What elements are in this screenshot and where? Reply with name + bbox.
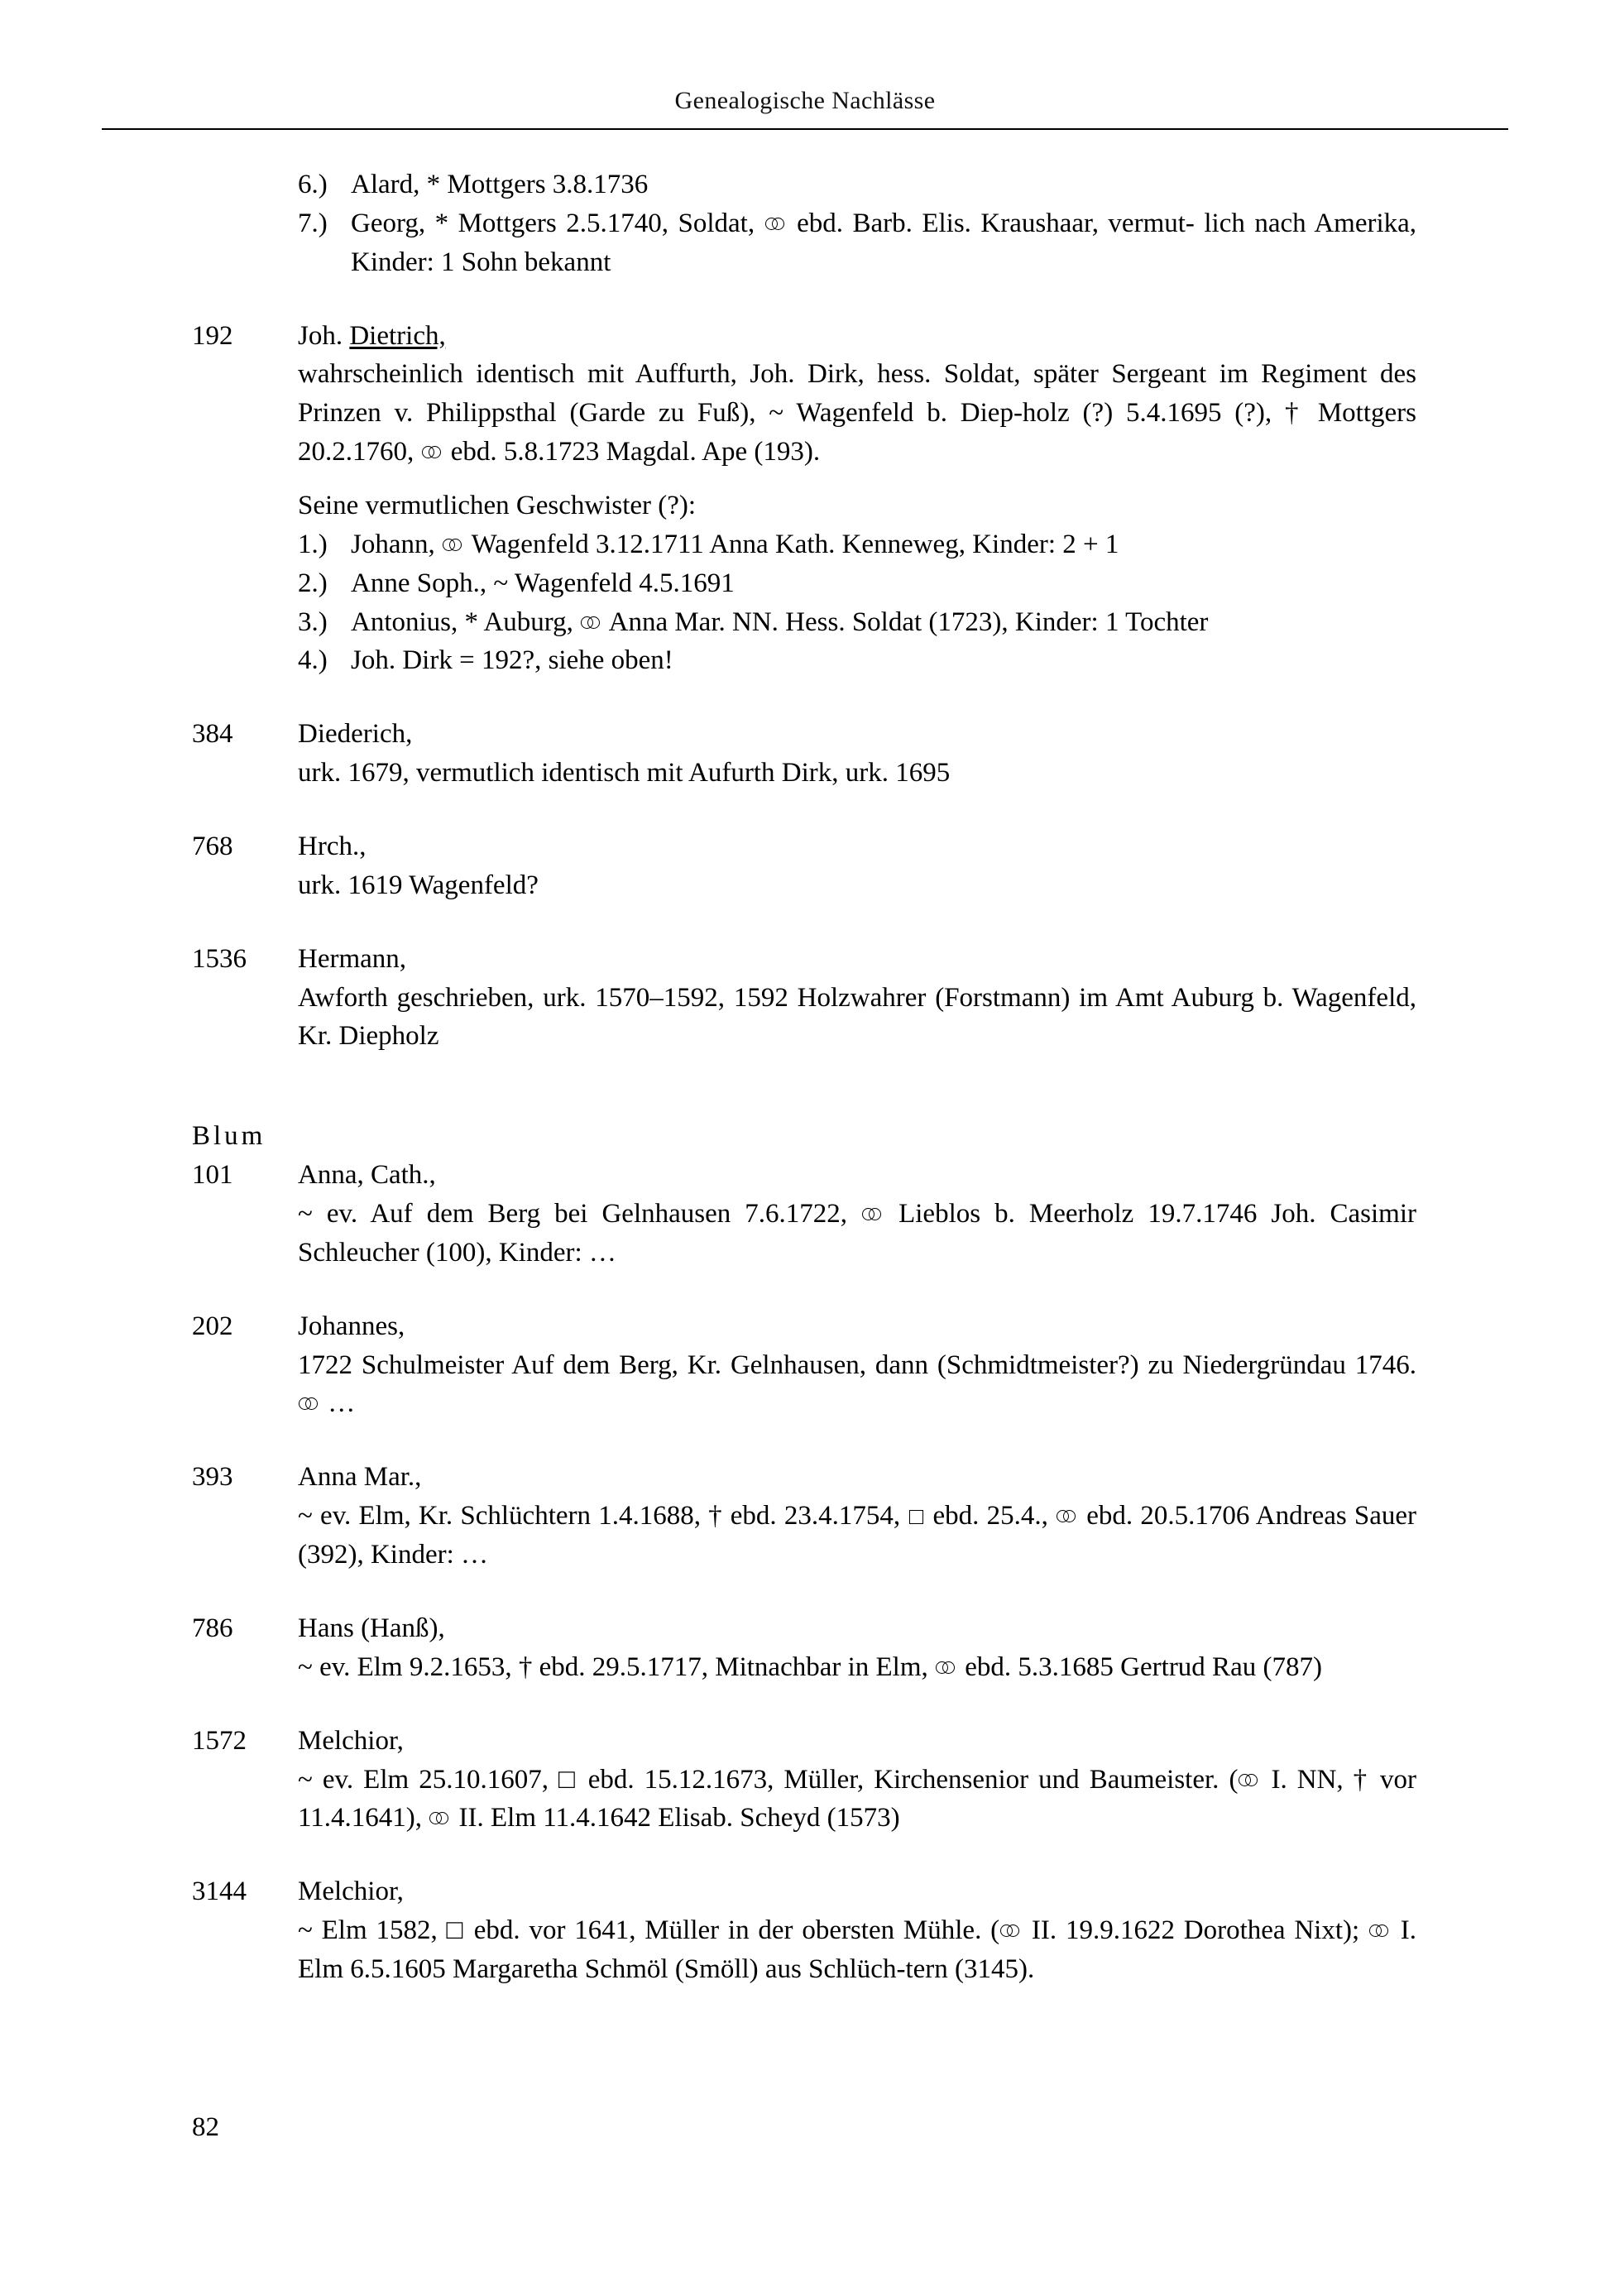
- surname-heading: Blum: [192, 1121, 266, 1152]
- entry-name: Johannes,: [298, 1311, 405, 1341]
- entry-description: [298, 1648, 1416, 1687]
- child-detail-part1: Georg, * Mottgers 2.5.1740, Soldat,: [351, 208, 755, 238]
- list-marker: 2.): [298, 568, 328, 598]
- entry-number: 3144: [192, 1877, 247, 1907]
- entry-number: 786: [192, 1613, 233, 1643]
- list-item: [298, 564, 1416, 603]
- list-text: [351, 204, 1416, 282]
- genealogy-entry: [192, 940, 1416, 1057]
- list-marker: 6.): [298, 170, 328, 199]
- page-header: [0, 87, 1610, 130]
- entry-description-part2: …: [328, 1388, 356, 1419]
- list-text: Anne Soph., ~ Wagenfeld 4.5.1691: [351, 568, 735, 598]
- list-marker: 3.): [298, 606, 328, 637]
- genealogy-entry: [192, 1156, 1416, 1273]
- entry-name: Anna, Cath.,: [298, 1160, 436, 1191]
- genealogy-entry: [192, 827, 1416, 905]
- entry-content: [298, 1458, 1416, 1575]
- entry-description: urk. 1619 Wagenfeld?: [298, 870, 539, 900]
- entry-content: [298, 1156, 1416, 1273]
- genealogy-entry: [192, 715, 1416, 793]
- entry-number: 101: [192, 1160, 233, 1191]
- genealogy-entry: [192, 1458, 1416, 1575]
- sibling-part2: Wagenfeld 3.12.1711 Anna Kath. Kenneweg, Kinder: 2 + 1: [471, 529, 1119, 559]
- entry-description: [298, 1346, 1416, 1424]
- entry-number: 1572: [192, 1725, 247, 1756]
- entry-description: [298, 1497, 1416, 1575]
- entry-description: [298, 355, 1416, 472]
- marriage-symbol-icon: [581, 616, 602, 630]
- entry-number: 1536: [192, 943, 247, 974]
- entry-number: 393: [192, 1462, 233, 1493]
- entry-content: [298, 1722, 1416, 1838]
- entry-description-part2: ebd. 5.8.1723 Magdal. Ape (193).: [450, 437, 821, 467]
- list-marker: 1.): [298, 529, 328, 559]
- sibling-part1: Antonius, * Auburg,: [351, 606, 573, 637]
- entry-description-part1: ~ ev. Auf dem Berg bei Gelnhausen 7.6.1722,: [298, 1199, 848, 1229]
- entry-content: [298, 1307, 1416, 1424]
- marriage-symbol-icon: [1369, 1925, 1391, 1938]
- entry-rufname: Dietrich,: [349, 320, 446, 351]
- entry-description-part3: I. Elm 6.5.1605 Margaretha Schmöl (Smöll) aus Schlüch-tern (3145).: [298, 1915, 1417, 1984]
- list-item: [298, 165, 1416, 204]
- marriage-symbol-icon: [862, 1208, 884, 1221]
- entry-description: Awforth geschrieben, urk. 1570–1592, 1592 Holzwahrer (Forstmann) im Amt Auburg b. Wagenfeld, Kr. Diepholz: [298, 982, 1416, 1052]
- entry-content: [298, 1609, 1416, 1687]
- list-text: [351, 603, 1416, 642]
- entry-content: [298, 827, 1416, 905]
- list-item: [298, 204, 1416, 282]
- list-marker: 4.): [298, 645, 328, 676]
- entry-number: 192: [192, 320, 233, 351]
- entry-description: [298, 1911, 1416, 1989]
- genealogy-entry: [192, 1722, 1416, 1838]
- entry-number: 768: [192, 832, 233, 862]
- entry-description-part1: wahrscheinlich identisch mit Auffurth, Joh. Dirk, hess. Soldat, später Sergeant im Regiment des Prinzen v. Philippsthal (Garde zu Fuß), ~ Wagenfeld b. Diep-holz (?) 5.4.1695 (?), † Mottgers 20.2.1760,: [298, 359, 1416, 467]
- entry-description-part2: II. 19.9.1622 Dorothea Nixt);: [1031, 1915, 1360, 1946]
- entry-description: [298, 1195, 1416, 1273]
- list-item: [298, 603, 1416, 642]
- entry-name: Diederich,: [298, 719, 413, 750]
- genealogy-entry: [192, 1307, 1416, 1424]
- list-text: [351, 525, 1416, 564]
- list-item: [298, 641, 1416, 680]
- list-item: [298, 525, 1416, 564]
- entry-description-part1: ~ ev. Elm 9.2.1653, † ebd. 29.5.1717, Mitnachbar in Elm,: [298, 1651, 928, 1682]
- marriage-symbol-icon: [1057, 1510, 1078, 1523]
- marriage-symbol-icon: [1239, 1774, 1260, 1787]
- list-text: Joh. Dirk = 192?, siehe oben!: [351, 645, 673, 676]
- marriage-symbol-icon: [422, 446, 443, 459]
- marriage-symbol-icon: [936, 1661, 957, 1675]
- marriage-symbol-icon: [429, 1812, 451, 1825]
- genealogy-entry: [192, 317, 1416, 681]
- entry-number: 384: [192, 719, 233, 750]
- child-detail-part2: ebd. Barb. Elis. Kraushaar, vermut-: [797, 208, 1195, 238]
- continued-children-list: [298, 165, 1416, 282]
- running-title: Genealogische Nachlässe: [674, 87, 936, 114]
- entry-number: 202: [192, 1311, 233, 1341]
- entry-description-part2: ebd. 5.3.1685 Gertrud Rau (787): [965, 1651, 1322, 1682]
- entry-name: Anna Mar.,: [298, 1462, 422, 1493]
- entry-name-prefix: Joh.: [298, 320, 350, 351]
- genealogy-entry: [192, 1609, 1416, 1687]
- marriage-symbol-icon: [443, 539, 464, 552]
- entry-description-part2: Lieblos b. Meerholz 19.7.1746 Joh. Casimir Schleucher (100), Kinder: …: [298, 1199, 1417, 1268]
- entry-description-part1: ~ Elm 1582, □ ebd. vor 1641, Müller in der obersten Mühle. (: [298, 1915, 1000, 1946]
- entry-content: [298, 1872, 1416, 1989]
- page-number: 82: [192, 2112, 219, 2142]
- entry-content: [298, 317, 1416, 681]
- entry-content: [298, 940, 1416, 1057]
- entry-description-part2: I. NN, † vor 11.4.1641),: [298, 1764, 1416, 1833]
- marriage-symbol-icon: [1000, 1925, 1022, 1938]
- entry-name: Hermann,: [298, 943, 407, 974]
- child-detail-part3: lich nach Amerika, Kinder: 1 Sohn bekannt: [351, 208, 1417, 277]
- entry-description-part2: ebd. 25.4.,: [932, 1501, 1048, 1531]
- header-rule: [102, 128, 1508, 130]
- entry-name: Melchior,: [298, 1877, 404, 1907]
- marriage-symbol-icon: [765, 218, 787, 231]
- entry-description-part1: ~ ev. Elm 25.10.1607, □ ebd. 15.12.1673, Müller, Kirchensenior und Baumeister. (: [298, 1764, 1239, 1795]
- text-column: [192, 165, 1416, 1989]
- marriage-symbol-icon: [299, 1397, 320, 1411]
- siblings-intro: Seine vermutlichen Geschwister (?):: [298, 491, 697, 521]
- entry-description-part3: ebd. 20.5.1706 Andreas Sauer (392), Kinder: …: [298, 1501, 1417, 1570]
- sibling-part2: Anna Mar. NN. Hess. Soldat (1723), Kinder: 1 Tochter: [608, 606, 1209, 637]
- entry-description: urk. 1679, vermutlich identisch mit Aufurth Dirk, urk. 1695: [298, 758, 951, 789]
- sibling-part1: Johann,: [351, 529, 435, 559]
- siblings-list: [298, 525, 1416, 680]
- list-text: Alard, * Mottgers 3.8.1736: [351, 170, 649, 199]
- entry-name: Hans (Hanß),: [298, 1613, 445, 1643]
- entry-content: [298, 715, 1416, 793]
- entry-description-part1: ~ ev. Elm, Kr. Schlüchtern 1.4.1688, † ebd. 23.4.1754,: [298, 1501, 901, 1531]
- genealogy-entry: [192, 1872, 1416, 1989]
- entry-description: [298, 1761, 1416, 1838]
- entry-name: [298, 317, 1416, 356]
- list-marker: 7.): [298, 208, 328, 238]
- entry-description-part3: II. Elm 11.4.1642 Elisab. Scheyd (1573): [458, 1803, 900, 1833]
- entry-description-part1: 1722 Schulmeister Auf dem Berg, Kr. Gelnhausen, dann (Schmidtmeister?) zu Niedergründau 1746.: [298, 1349, 1416, 1380]
- burial-symbol-icon: [909, 1510, 923, 1524]
- entry-name: Hrch.,: [298, 832, 367, 862]
- entry-name: Melchior,: [298, 1725, 404, 1756]
